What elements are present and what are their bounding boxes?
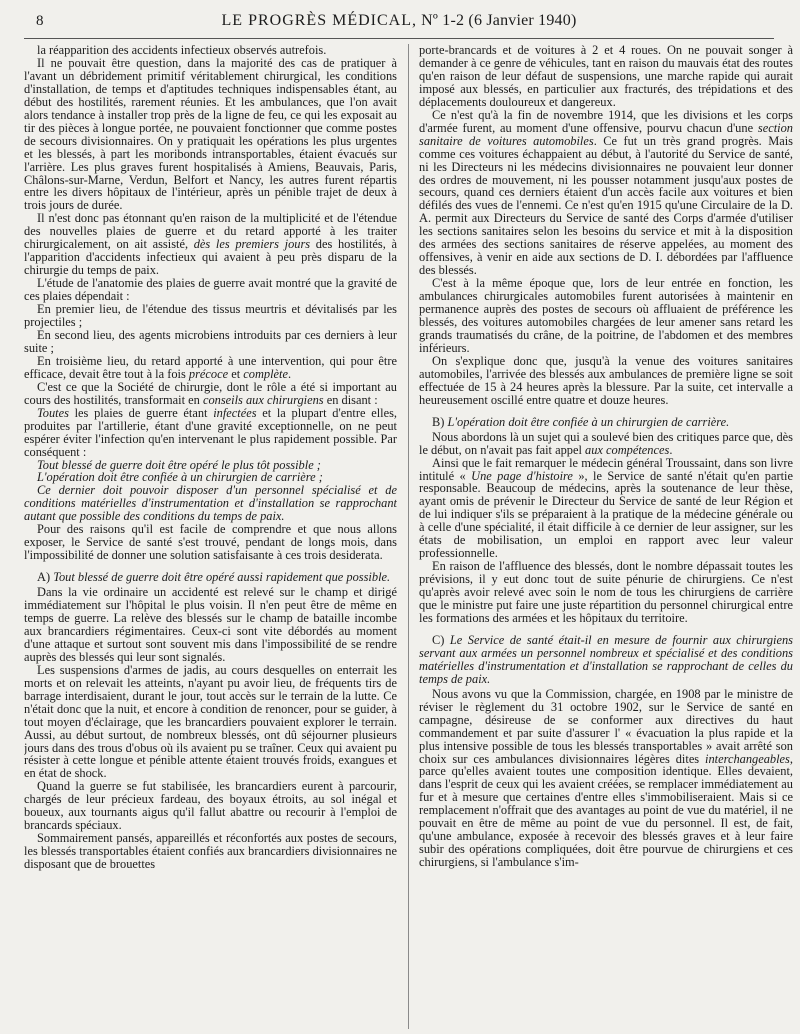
paragraph-text: porte-brancards et de voitures à 2 et 4 roues. On ne pouvait songer à demander à ce genre de véhicules, tant en raison du mauvais état des routes qu'en raison de leur défaut de suspensions, une marche rapide qui aurait imposé aux blessés, en particulier aux fracturés, des trépidations et des déplacements douloureux et dangereux.	[419, 44, 793, 109]
paragraph	[24, 329, 397, 355]
paragraph	[24, 664, 397, 781]
paragraph-text: », le Service de santé n'était qu'en partie responsable. Beaucoup de médecins, après la soutenance de leur thèse, ayant omis de prévenir le Directeur du Service de santé de leur Région et de lui indiquer s'ils se préparaient à la pratique de la médecine générale ou à celle d'une spécialité, il était difficile à ce dernier de leur assigner, sur les états de mobilisation, un emploi en rapport avec leur valeur professionnelle.	[419, 468, 793, 561]
paragraph-text: En second lieu, des agents microbiens introduits par ces derniers à leur suite ;	[24, 327, 397, 355]
section-heading	[419, 416, 793, 429]
heading-text: Tout blessé de guerre doit être opéré aussi rapidement que possible.	[53, 570, 391, 585]
emphasis-text: dès les premiers jours	[193, 237, 311, 252]
heading-label: A)	[37, 570, 54, 585]
column-divider	[408, 44, 409, 1029]
paragraph-text: C'est à la même époque que, lors de leur entrée en fonction, les ambulances chirurgicales automobiles furent autorisées à maintenir en permanence auprès des postes de secours où affluaient de préférence les blessés, des voitures automobiles chargées de leur amener sans retard les grands traumatisés du crâne, de la poitrine, de l'abdomen et des membres inférieurs.	[419, 276, 793, 355]
paragraph	[419, 109, 793, 277]
emphasis-text: interchangeables	[705, 751, 790, 766]
paragraph	[419, 431, 793, 457]
paragraph	[24, 407, 397, 459]
emphasis-text: complète	[243, 366, 288, 381]
paragraph-text: en disant :	[323, 392, 378, 407]
paragraph-text: C'est ce que la Société de chirurgie, dont le rôle a été si important au cours des hostilités, transformait en	[24, 379, 397, 407]
directive-line	[24, 484, 397, 523]
paragraph-text: Nous avons vu que la Commission, chargée, en 1908 par le ministre de réviser le règlement du 31 octobre 1902, sur le Service de santé en campagne, désireuse de se conformer aux directives du haut commandement et par suite d'assurer l' « évacuation la plus rapide et la plus intensive possible de tous les blessés transportables » avait arrêté son choix sur ces ambulances divisionnaires légères dites	[419, 686, 793, 766]
directive-text: L'opération doit être confiée à un chirurgien de carrière ;	[37, 470, 323, 485]
paragraph	[24, 832, 397, 871]
paragraph	[419, 44, 793, 109]
directive-text: Ce dernier doit pouvoir disposer d'un personnel spécialisé et de conditions matérielles d'instrumentation et d'installation se rapprochant autant que possible des conditions du temps de paix.	[24, 483, 397, 524]
paragraph-text: les plaies de guerre étant	[68, 405, 214, 420]
paragraph	[419, 277, 793, 355]
page-header	[24, 10, 774, 34]
journal-title: LE PROGRÈS MÉDICAL,	[221, 12, 417, 29]
right-column	[419, 44, 793, 1029]
header-rule	[24, 38, 774, 39]
paragraph-text: Dans la vie ordinaire un accidenté est relevé sur le champ et dirigé immédiatement sur l'hôpital le plus voisin. Il n'en peut être de même en temps de guerre. La relève des blessés sur le champ de bataille incombe aux brancardiers régimentaires. Ceux-ci sont vite débordés au moment d'une attaque et surtout sont souvent mis dans l'impossibilité de se rendre auprès des blessés qui leur sont signalés.	[24, 585, 397, 664]
issue-number: Nº 1-2	[421, 12, 465, 29]
left-column	[24, 44, 397, 1029]
paragraph-text: , parce qu'elles avaient toutes une composition identique. Elles devaient, dans l'esprit de ceux qui les avaient créées, se remplacer immédiatement au fur et à mesure que certaines d'entre elles s'immobiliseraient. Mais si ce remplacement n'offrait que des avantages au point de vue du matériel, il ne pouvait en être de même au point de vue du personnel. Il est, de fait, qu'une ambulance, exposée à recevoir des blessés graves et à leur faire subir des opérations compliquées, doit être pourvue de chirurgiens et ces chirurgiens, si l'ambulance s'im-	[419, 751, 793, 870]
paragraph-text: En premier lieu, de l'étendue des tissus meurtris et dévitalisés par les projectiles ;	[24, 302, 397, 330]
paragraph-text: des hostilités, à l'apparition d'accidents infectieux qui avaient à peu près disparu de la chirurgie du temps de paix.	[24, 237, 397, 278]
heading-label: B)	[432, 414, 448, 429]
paragraph-text: Nous abordons là un sujet qui a soulevé bien des critiques parce que, dès le début, on n'avait pas fait appel	[419, 429, 793, 457]
paragraph-text: Pour des raisons qu'il est facile de comprendre et que nous allons exposer, le Service de santé s'est trouvé, pendant de longs mois, dans l'impossibilité de donner une solution satisfaisante à ces trois desiderata.	[24, 522, 397, 563]
emphasis-text: conseils aux chirurgiens	[202, 392, 324, 407]
paragraph	[419, 560, 793, 625]
emphasis-text: Une page d'histoire	[471, 468, 573, 483]
issue-date: (6 Janvier 1940)	[468, 12, 577, 29]
paragraph	[24, 586, 397, 664]
running-title	[24, 12, 774, 30]
paragraph-text: Sommairement pansés, appareillés et réconfortés aux postes de secours, les blessés transportables étaient confiés aux brancardiers divisionnaires ne disposant que de brouettes	[24, 831, 397, 872]
directive-text: Tout blessé de guerre doit être opéré le plus tôt possible ;	[37, 457, 321, 472]
emphasis-text: Toutes	[37, 405, 69, 420]
paragraph	[24, 381, 397, 407]
paragraph	[24, 277, 397, 303]
paragraph	[24, 57, 397, 212]
paragraph-text: Les suspensions d'armes de jadis, au cours desquelles on enterrait les morts et on relevait les atteints, n'ayant pu avoir lieu, de fréquents tirs de barrage interdisaient, durant le jour, tout accès sur le terrain de la lutte. Ce n'était donc que la nuit, et encore à condition de renoncer, pour se guider, à tout moyen d'éclairage, que les brancardiers pouvaient explorer le terrain. Aussi, au début surtout, de nombreux blessés, ont dû séjourner plusieurs jours dans des trous d'obus où ils avaient pu se traîner. Ceux qui avaient pu résister à cette longue et pénible attente étaient trouvés froids, exangues et en état de shock.	[24, 662, 397, 781]
paragraph	[419, 688, 793, 869]
emphasis-text: précoce	[188, 366, 229, 381]
paragraph-text: et	[228, 366, 244, 381]
emphasis-text: infectées	[213, 405, 257, 420]
paragraph	[24, 212, 397, 277]
emphasis-text: aux compétences	[585, 442, 670, 457]
paragraph	[24, 355, 397, 381]
paragraph-text: la réapparition des accidents infectieux observés autrefois.	[37, 44, 327, 57]
paragraph-text: Il ne pouvait être question, dans la majorité des cas de pratiquer à l'avant un débridement primitif véritablement chirurgical, les conditions d'installation, de temps et d'aptitudes techniques indispensables étant, au début des hostilités, rarement réunies. Et les ambulances, que l'on avait alors tendance à installer trop près de la ligne de feu, ce qui les exposait au tir des pièces à longue portée, ne pouvaient fonctionner que comme postes de secours divisionnaires. On y pratiquait les opérations les plus urgentes et les blessés, à part les moribonds intransportables, étaient évacués sur l'arrière. Les plus graves furent hospitalisés à Amiens, Beauvais, Paris, Châlons-sur-Marne, Verdun, Belfort et Nancy, les autres furent répartis entre les divers hôpitaux de l'intérieur, après un pénible trajet de deux à trois jours de durée.	[24, 55, 397, 213]
section-heading	[419, 634, 793, 686]
paragraph-text: On s'explique donc que, jusqu'à la venue des voitures sanitaires automobiles, l'arrivée des blessés aux ambulances de première ligne se soit effectuée de 15 à 24 heures après la blessure. Par la suite, cet intervalle a heureusement oscillé entre quatre et douze heures.	[419, 353, 793, 407]
paragraph-text: Quand la guerre se fut stabilisée, les brancardiers eurent à parcourir, chargés de leur précieux fardeau, des boyaux étroits, au sol inégal et boueux, aux tournants aigus qu'il fallut abattre ou recourir à l'emploi de brancards spéciaux.	[24, 779, 397, 833]
paragraph-text: Ce n'est qu'à la fin de novembre 1914, que les divisions et les corps d'armée furent, au moment d'une offensive, pourvu chacun d'une	[419, 107, 793, 135]
paragraph	[24, 303, 397, 329]
heading-text: L'opération doit être confiée à un chirurgien de carrière.	[447, 414, 730, 429]
emphasis-text: section sanitaire de voitures automobiles	[419, 120, 793, 148]
heading-label: C)	[432, 632, 450, 647]
paragraph-text: . Ce fut un très grand progrès. Mais comme ces voitures échappaient au début, à l'autorité du Service de santé, ni les Directeurs ni les médecins divisionnaires ne pouvaient leur donner des ordres de mouvement, ni les pousser notamment jusqu'aux postes de secours, quand ces derniers étaient d'un accès facile aux voitures et bien défilés des vues de l'ennemi. Ce n'est qu'en 1915 qu'une Circulaire de la D. A. permit aux Directeurs du Service de santé des Corps d'armée d'utiliser les sections sanitaires selon les besoins du service et mit à la disposition des armées des sections sanitaires de réserve appelées, au moment des offensives, à venir en aide aux sections de D. I. débordées par l'affluence des blessés.	[419, 133, 793, 278]
paragraph-text: et la plupart d'entre elles, produites par l'artillerie, étant d'une gravité exceptionnelle, on ne peut espérer éviter l'infection qu'en intervenant le plus rapidement possible. Par conséquent :	[24, 405, 397, 459]
paragraph-text: En troisième lieu, du retard apporté à une intervention, qui pour être efficace, devait être tout à la fois	[24, 353, 397, 381]
heading-text: Le Service de santé était-il en mesure de fournir aux chirurgiens servant aux armées un personnel nombreux et spécialisé et des conditions matérielles d'instrumentation et d'installation se rapprochant de celles du temps de paix.	[419, 632, 793, 686]
paragraph	[24, 780, 397, 832]
paragraph-text: Il n'est donc pas étonnant qu'en raison de la multiplicité et de l'étendue des nouvelles plaies de guerre et du retard apporté à les traiter chirurgicalement, on ait assisté,	[24, 211, 397, 252]
paragraph-text: Ainsi que le fait remarquer le médecin général Troussaint, dans son livre intitulé «	[419, 455, 793, 483]
paragraph	[24, 523, 397, 562]
page-number: 8	[36, 13, 44, 29]
paragraph	[419, 457, 793, 561]
paragraph	[419, 355, 793, 407]
paragraph-text: L'étude de l'anatomie des plaies de guerre avait montré que la gravité de ces plaies dépendait :	[24, 276, 397, 304]
paragraph-text: .	[288, 366, 292, 381]
section-heading	[24, 571, 397, 584]
paragraph-text: En raison de l'affluence des blessés, dont le nombre dépassait toutes les prévisions, il y eut donc tout de suite pénurie de chirurgiens. Ce n'est qu'après avoir relevé avec soin le nom de tous les chirurgiens de carrière que le ministre put faire une juste répartition du personnel chirurgical entre les formations des armées et les hôpitaux du territoire.	[419, 559, 793, 625]
paragraph-text: .	[669, 442, 673, 457]
